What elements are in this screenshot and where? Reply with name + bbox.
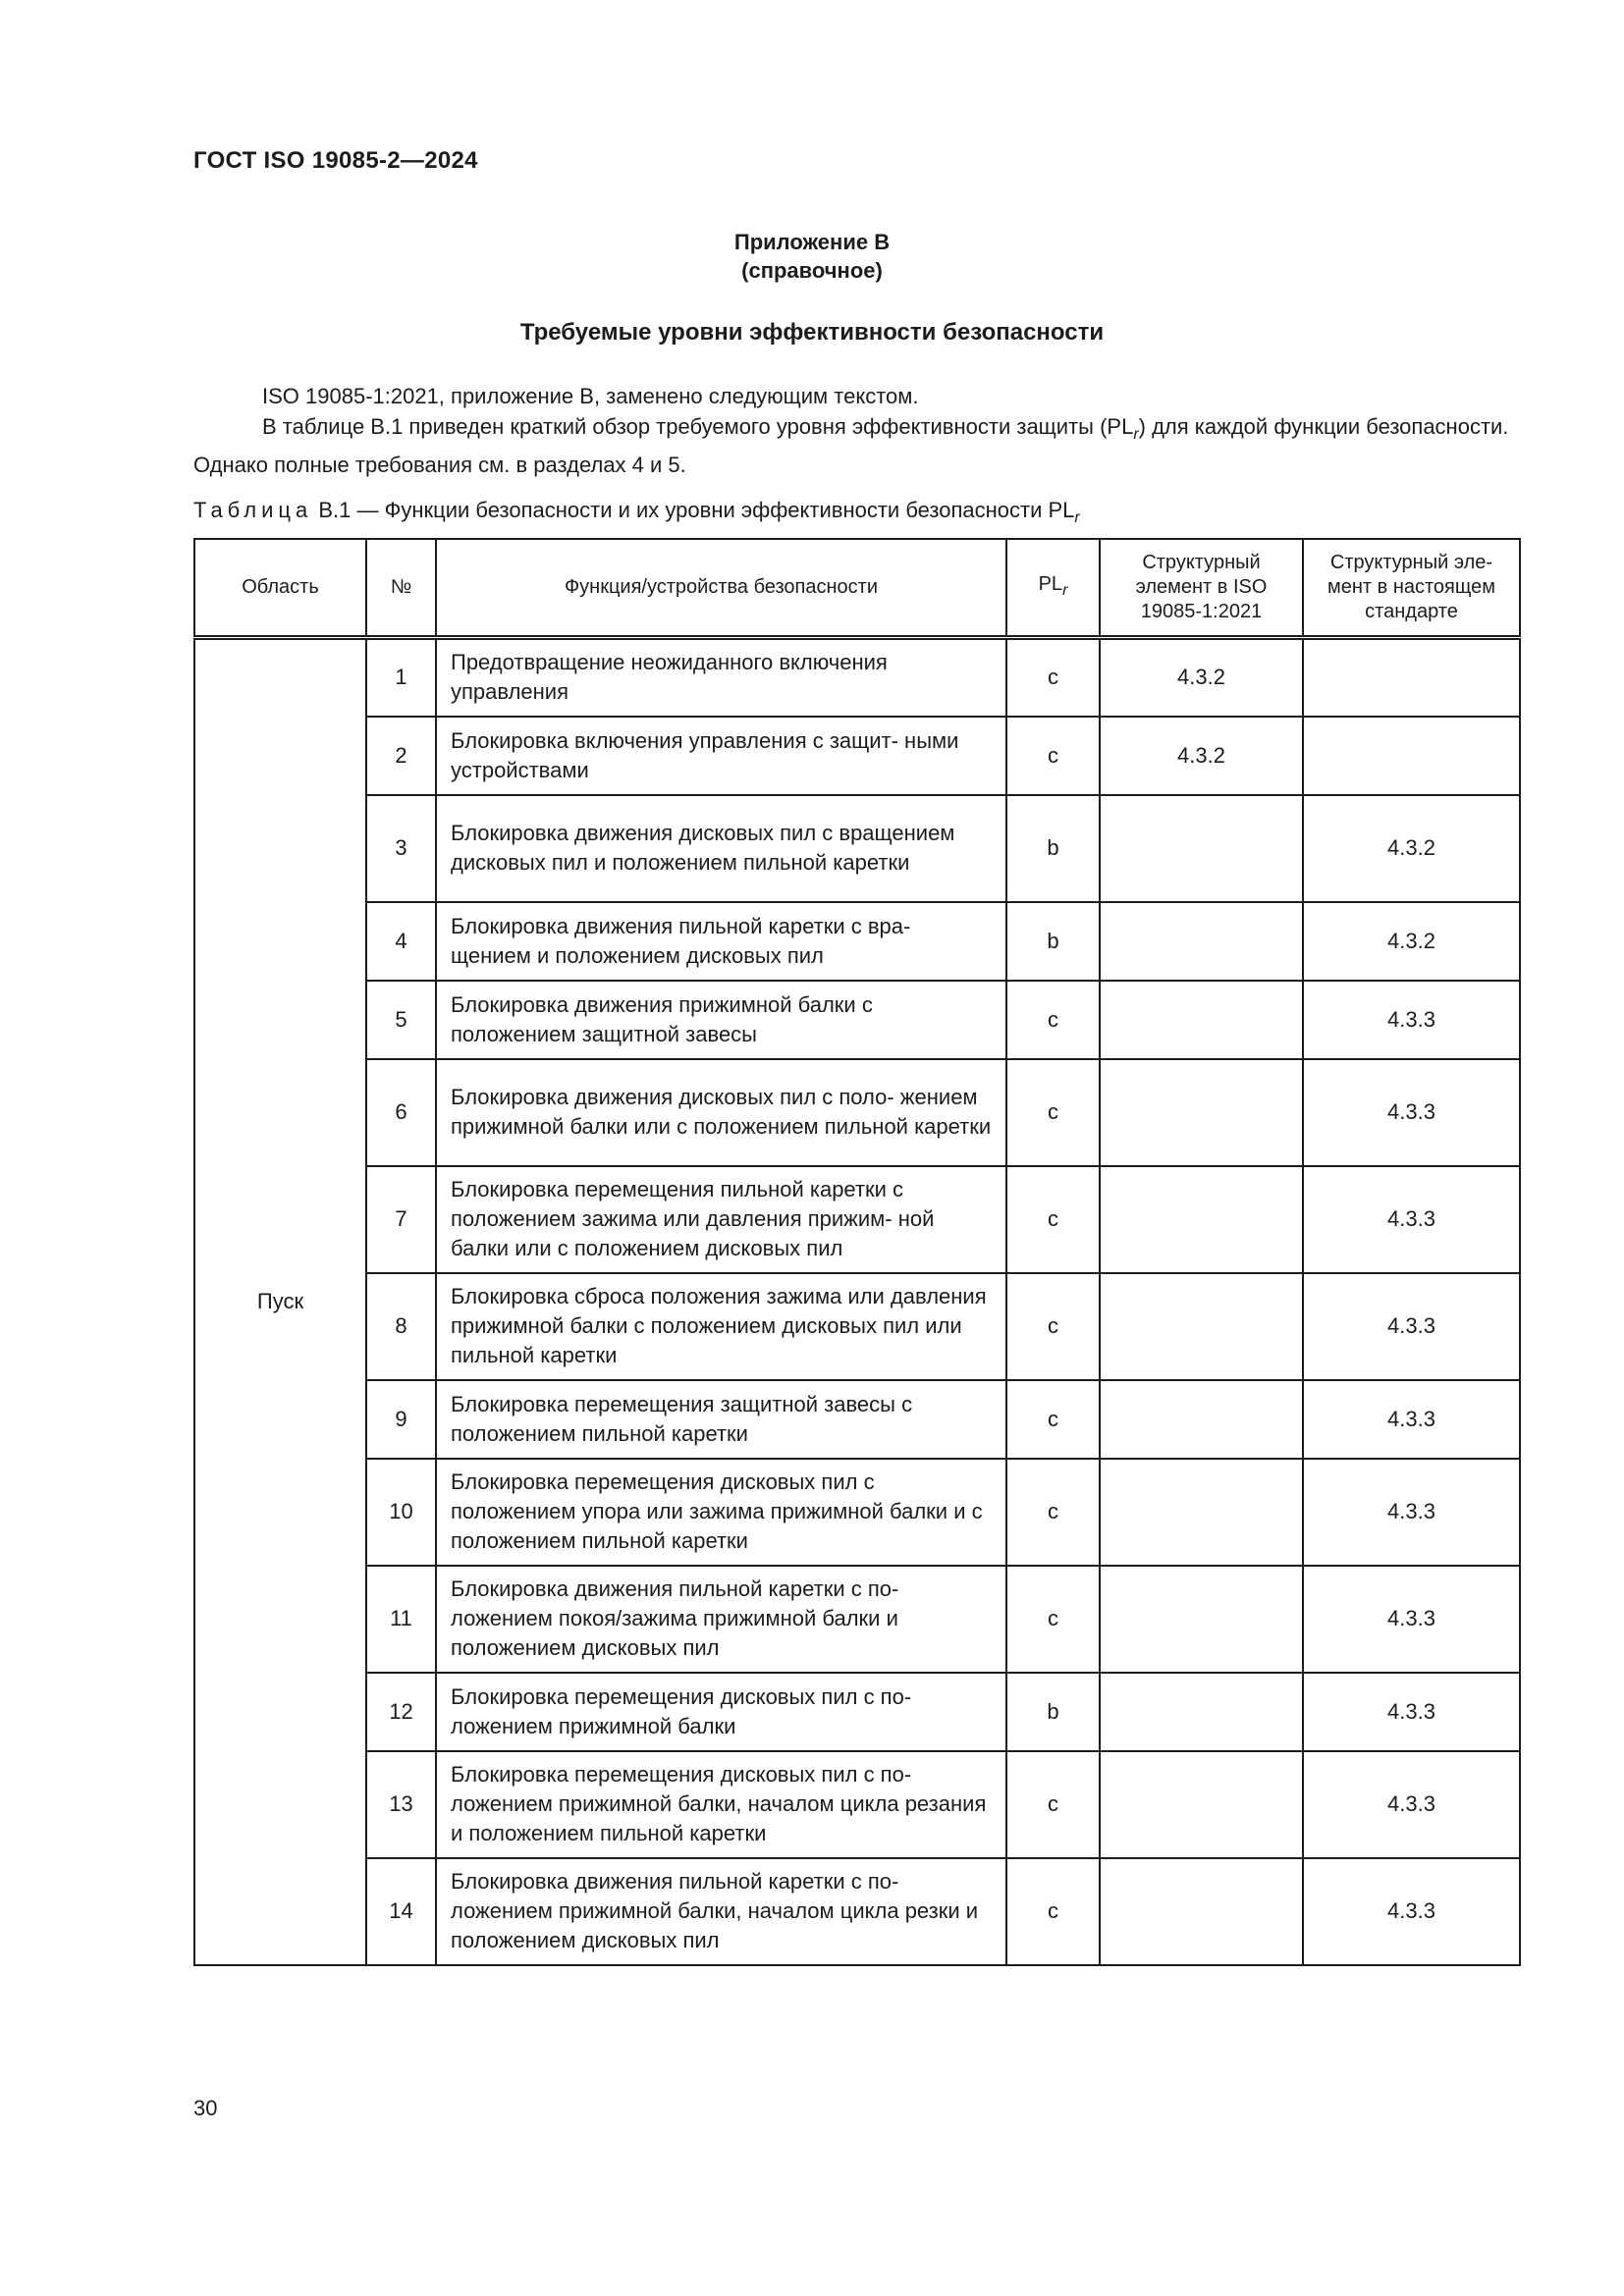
row-number-cell: 12 <box>366 1673 436 1751</box>
table-row <box>194 1166 1520 1273</box>
iso-ref-cell <box>1100 1273 1303 1380</box>
table-caption-subscript: r <box>1074 509 1080 526</box>
annex-title: Требуемые уровни эффективности безопасности <box>519 319 1105 346</box>
function-cell: Блокировка сброса положения зажима или давления прижимной балки с положением дисковых пил или пильной каретки <box>436 1273 1006 1380</box>
pl-cell: b <box>1006 902 1100 981</box>
std-ref-cell: 4.3.2 <box>1303 902 1520 981</box>
header-std-ref: Структурный эле- мент в настоящем стандарте <box>1303 539 1520 638</box>
header-area: Область <box>194 539 366 638</box>
std-ref-cell: 4.3.2 <box>1303 795 1520 902</box>
table-row <box>194 1059 1520 1166</box>
row-number-cell: 10 <box>366 1459 436 1566</box>
table-header-row <box>194 539 1520 638</box>
iso-ref-cell <box>1100 1566 1303 1673</box>
area-cell: Пуск <box>194 638 366 1965</box>
table-row <box>194 1751 1520 1858</box>
row-number-cell: 5 <box>366 981 436 1059</box>
function-cell: Блокировка движения дисковых пил с вращением дисковых пил и положением пильной каретки <box>436 795 1006 902</box>
pl-cell: c <box>1006 717 1100 795</box>
row-number-cell: 4 <box>366 902 436 981</box>
annex-status: (справочное) <box>741 258 883 283</box>
function-cell: Блокировка движения прижимной балки с положением защитной завесы <box>436 981 1006 1059</box>
annex-label: Приложение В <box>733 230 891 254</box>
pl-cell: c <box>1006 1380 1100 1459</box>
row-number-cell: 3 <box>366 795 436 902</box>
header-pl-text: PL <box>1038 573 1063 595</box>
iso-ref-cell <box>1100 795 1303 902</box>
pl-cell: c <box>1006 1273 1100 1380</box>
intro-paragraph-1: ISO 19085-1:2021, приложение В, заменено следующим текстом. <box>262 384 919 408</box>
row-number-cell: 6 <box>366 1059 436 1166</box>
table-row <box>194 795 1520 902</box>
page-number: 30 <box>193 2096 218 2120</box>
std-ref-cell: 4.3.3 <box>1303 1380 1520 1459</box>
iso-ref-cell <box>1100 1751 1303 1858</box>
iso-ref-cell <box>1100 902 1303 981</box>
std-ref-cell <box>1303 717 1520 795</box>
row-number-cell: 1 <box>366 638 436 717</box>
intro-p2-end: ) для каждой функции безопасности. Однако полные требования см. в разделах 4 и 5. <box>193 414 1509 477</box>
table-caption-prefix: Таблица <box>193 498 313 522</box>
std-ref-cell: 4.3.3 <box>1303 1751 1520 1858</box>
iso-ref-cell <box>1100 1380 1303 1459</box>
std-ref-cell: 4.3.3 <box>1303 1166 1520 1273</box>
pl-cell: c <box>1006 1459 1100 1566</box>
table-row <box>194 1673 1520 1751</box>
header-iso-ref: Структурный элемент в ISO 19085-1:2021 <box>1100 539 1303 638</box>
pl-cell: c <box>1006 1858 1100 1965</box>
row-number-cell: 7 <box>366 1166 436 1273</box>
row-number-cell: 11 <box>366 1566 436 1673</box>
row-number-cell: 2 <box>366 717 436 795</box>
table-row <box>194 981 1520 1059</box>
intro-paragraph-2 <box>193 411 1517 480</box>
iso-ref-cell <box>1100 1059 1303 1166</box>
iso-ref-cell <box>1100 1166 1303 1273</box>
row-number-cell: 13 <box>366 1751 436 1858</box>
function-cell: Предотвращение неожиданного включения управления <box>436 638 1006 717</box>
header-pl-subscript: r <box>1062 582 1068 599</box>
std-ref-cell <box>1303 638 1520 717</box>
pl-cell: c <box>1006 981 1100 1059</box>
function-cell: Блокировка перемещения защитной завесы с положением пильной каретки <box>436 1380 1006 1459</box>
function-cell: Блокировка движения пильной каретки с по- ложением прижимной балки, началом цикла резки и положением дисковых пил <box>436 1858 1006 1965</box>
table-row <box>194 1459 1520 1566</box>
std-ref-cell: 4.3.3 <box>1303 1273 1520 1380</box>
intro-text <box>193 381 1517 480</box>
iso-ref-cell <box>1100 981 1303 1059</box>
table-caption <box>193 498 1080 527</box>
table-row <box>194 638 1520 717</box>
pl-cell: c <box>1006 1166 1100 1273</box>
row-number-cell: 14 <box>366 1858 436 1965</box>
pl-cell: c <box>1006 638 1100 717</box>
function-cell: Блокировка перемещения дисковых пил с по- ложением прижимной балки <box>436 1673 1006 1751</box>
document-id: ГОСТ ISO 19085-2—2024 <box>193 147 478 174</box>
std-ref-cell: 4.3.3 <box>1303 981 1520 1059</box>
function-cell: Блокировка перемещения дисковых пил с положением упора или зажима прижимной балки и с положением пильной каретки <box>436 1459 1006 1566</box>
table-body <box>194 638 1520 1965</box>
table-row <box>194 1566 1520 1673</box>
intro-p2-subscript: r <box>1133 426 1139 443</box>
safety-functions-table <box>193 538 1521 1966</box>
function-cell: Блокировка включения управления с защит- ными устройствами <box>436 717 1006 795</box>
iso-ref-cell: 4.3.2 <box>1100 638 1303 717</box>
function-cell: Блокировка перемещения дисковых пил с по- ложением прижимной балки, началом цикла резания и положением пильной каретки <box>436 1751 1006 1858</box>
std-ref-cell: 4.3.3 <box>1303 1566 1520 1673</box>
table-row <box>194 1273 1520 1380</box>
annex-heading <box>0 228 1624 285</box>
iso-ref-cell: 4.3.2 <box>1100 717 1303 795</box>
table-row <box>194 1380 1520 1459</box>
pl-cell: c <box>1006 1566 1100 1673</box>
function-cell: Блокировка движения дисковых пил с поло- жением прижимной балки или с положением пильной каретки <box>436 1059 1006 1166</box>
pl-cell: b <box>1006 1673 1100 1751</box>
intro-p2-start: В таблице В.1 приведен краткий обзор требуемого уровня эффективности защиты (PL <box>262 414 1134 439</box>
table-row <box>194 902 1520 981</box>
header-function: Функция/устройства безопасности <box>436 539 1006 638</box>
pl-cell: c <box>1006 1751 1100 1858</box>
function-cell: Блокировка движения пильной каретки с вра- щением и положением дисковых пил <box>436 902 1006 981</box>
row-number-cell: 8 <box>366 1273 436 1380</box>
function-cell: Блокировка движения пильной каретки с по- ложением покоя/зажима прижимной балки и положением дисковых пил <box>436 1566 1006 1673</box>
std-ref-cell: 4.3.3 <box>1303 1459 1520 1566</box>
table-caption-text: В.1 — Функции безопасности и их уровни эффективности безопасности PL <box>312 498 1075 522</box>
header-number: № <box>366 539 436 638</box>
iso-ref-cell <box>1100 1858 1303 1965</box>
std-ref-cell: 4.3.3 <box>1303 1673 1520 1751</box>
std-ref-cell: 4.3.3 <box>1303 1858 1520 1965</box>
header-pl <box>1006 539 1100 638</box>
iso-ref-cell <box>1100 1673 1303 1751</box>
pl-cell: c <box>1006 1059 1100 1166</box>
row-number-cell: 9 <box>366 1380 436 1459</box>
std-ref-cell: 4.3.3 <box>1303 1059 1520 1166</box>
table-row <box>194 1858 1520 1965</box>
function-cell: Блокировка перемещения пильной каретки с положением зажима или давления прижим- ной балки или с положением дисковых пил <box>436 1166 1006 1273</box>
iso-ref-cell <box>1100 1459 1303 1566</box>
pl-cell: b <box>1006 795 1100 902</box>
table-row <box>194 717 1520 795</box>
